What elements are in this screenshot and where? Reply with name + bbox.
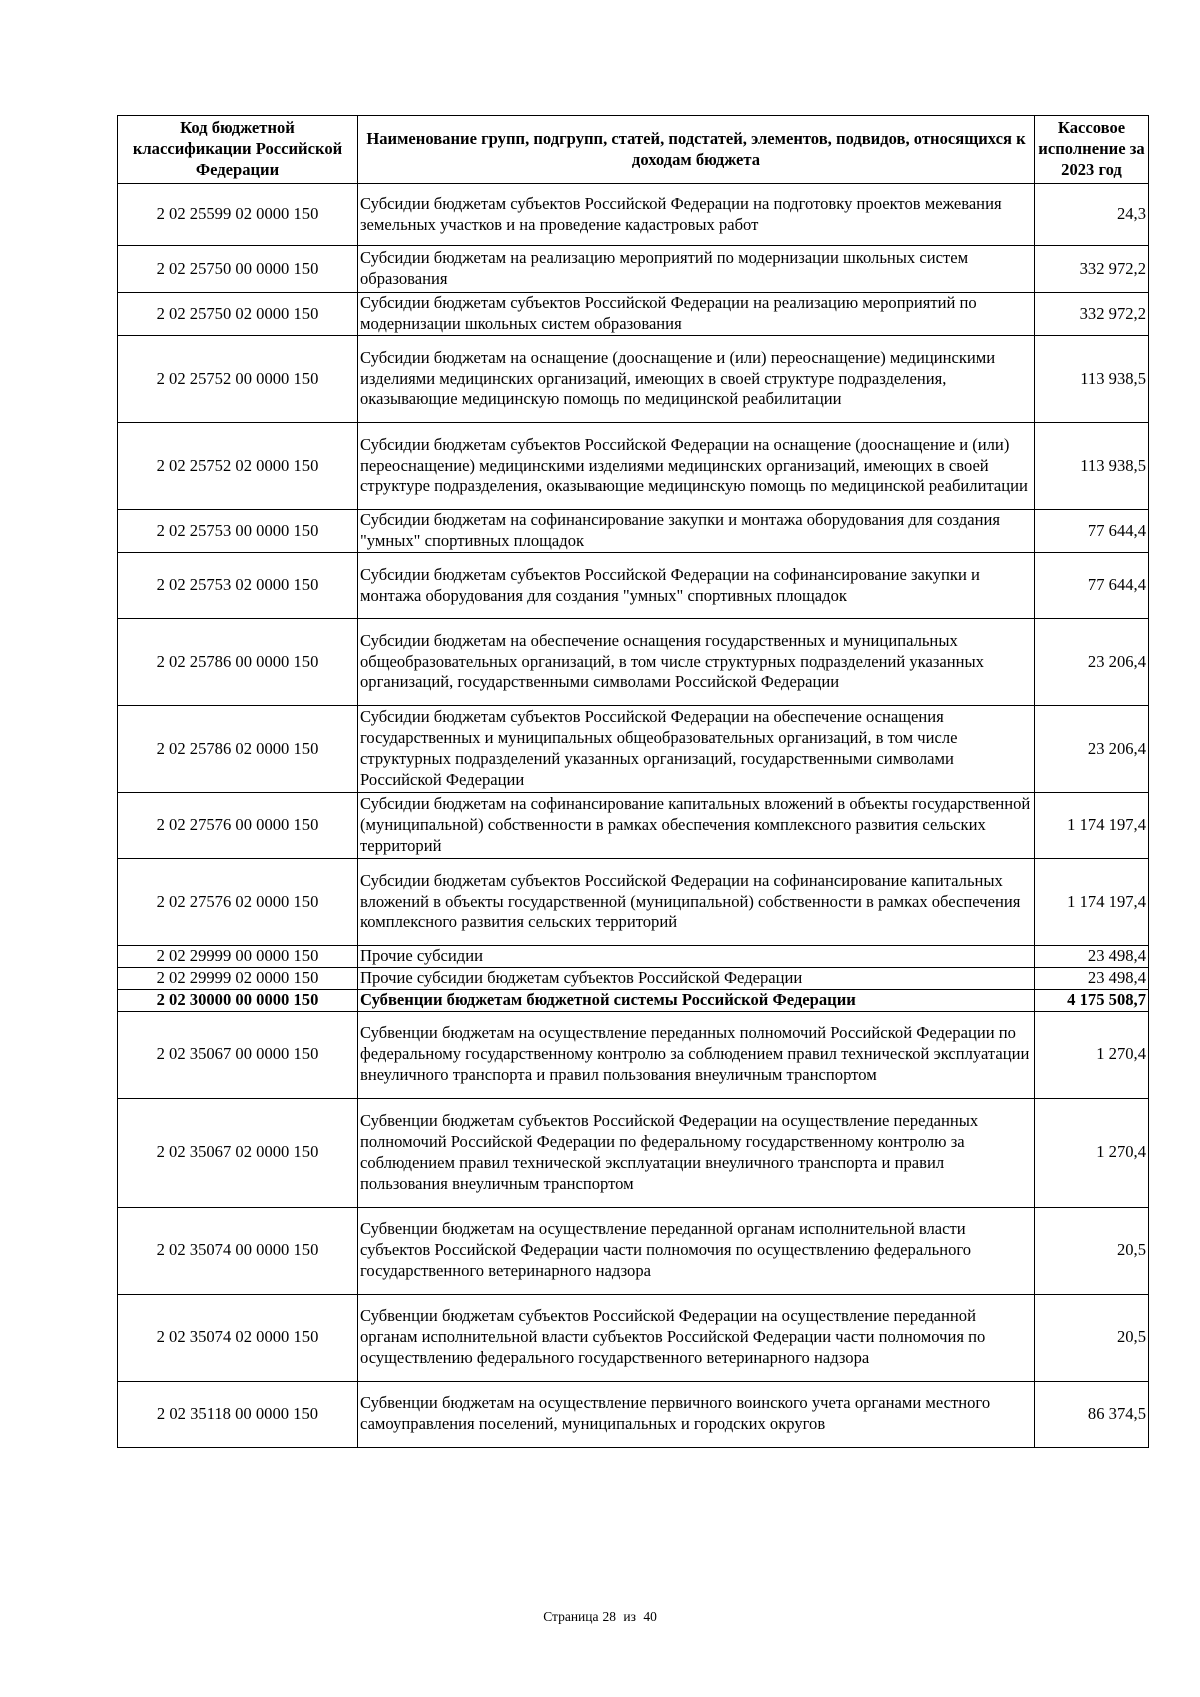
table-row [118, 946, 1149, 968]
budget-revenue-table [117, 115, 1149, 1448]
row-name-cell: Субвенции бюджетам субъектов Российской Федерации на осуществление переданной органам исполнительной власти субъектов Российской Федерации части полномочия по осуществлению федерального государственного ветеринарного надзора [358, 1294, 1035, 1381]
row-amount-cell: 77 644,4 [1035, 553, 1149, 619]
row-name-cell: Субвенции бюджетам на осуществление переданной органам исполнительной власти субъектов Российской Федерации части полномочия по осуществлению федерального государственного ветеринарного надзора [358, 1207, 1035, 1294]
row-amount-cell: 1 174 197,4 [1035, 793, 1149, 859]
row-amount-cell: 332 972,2 [1035, 293, 1149, 336]
row-amount-cell: 86 374,5 [1035, 1381, 1149, 1447]
row-amount-cell: 23 206,4 [1035, 706, 1149, 793]
row-code-cell: 2 02 27576 00 0000 150 [118, 793, 358, 859]
row-amount-cell: 1 270,4 [1035, 1098, 1149, 1207]
table-row [118, 1294, 1149, 1381]
row-code-cell: 2 02 25753 02 0000 150 [118, 553, 358, 619]
row-amount-cell: 23 206,4 [1035, 619, 1149, 706]
row-code-cell: 2 02 29999 00 0000 150 [118, 946, 358, 968]
row-name-cell: Субсидии бюджетам субъектов Российской Федерации на софинансирование закупки и монтажа оборудования для создания "умных" спортивных площадок [358, 553, 1035, 619]
row-amount-cell: 23 498,4 [1035, 967, 1149, 989]
row-code-cell: 2 02 35067 00 0000 150 [118, 1011, 358, 1098]
table-row [118, 246, 1149, 293]
table-row [118, 793, 1149, 859]
table-row [118, 619, 1149, 706]
page-current: 28 [602, 1609, 616, 1624]
row-amount-cell: 24,3 [1035, 184, 1149, 246]
row-name-cell: Субсидии бюджетам субъектов Российской Федерации на подготовку проектов межевания земельных участков и на проведение кадастровых работ [358, 184, 1035, 246]
row-name-cell: Прочие субсидии бюджетам субъектов Российской Федерации [358, 967, 1035, 989]
row-name-cell: Субсидии бюджетам субъектов Российской Федерации на обеспечение оснащения государственных и муниципальных общеобразовательных организаций, в том числе структурных подразделений указанных организаций, государственными символами Российской Федерации [358, 706, 1035, 793]
row-code-cell: 2 02 25786 02 0000 150 [118, 706, 358, 793]
header-code: Код бюджетной классификации Российской Федерации [118, 116, 358, 184]
row-amount-cell: 1 174 197,4 [1035, 859, 1149, 946]
row-code-cell: 2 02 35074 00 0000 150 [118, 1207, 358, 1294]
row-name-cell: Субсидии бюджетам на обеспечение оснащения государственных и муниципальных общеобразовательных организаций, в том числе структурных подразделений указанных организаций, государственными символами Российской Федерации [358, 619, 1035, 706]
row-name-cell: Субсидии бюджетам на оснащение (дооснащение и (или) переоснащение) медицинскими изделиями медицинских организаций, имеющих в своей структуре подразделения, оказывающие медицинскую помощь по медицинской реабилитации [358, 336, 1035, 423]
row-amount-cell: 23 498,4 [1035, 946, 1149, 968]
row-amount-cell: 20,5 [1035, 1294, 1149, 1381]
row-name-cell: Субсидии бюджетам на софинансирование капитальных вложений в объекты государственной (муниципальной) собственности в рамках обеспечения комплексного развития сельских территорий [358, 793, 1035, 859]
table-row [118, 859, 1149, 946]
header-name: Наименование групп, подгрупп, статей, подстатей, элементов, подвидов, относящихся к доходам бюджета [358, 116, 1035, 184]
row-code-cell: 2 02 35074 02 0000 150 [118, 1294, 358, 1381]
row-name-cell: Субвенции бюджетам на осуществление переданных полномочий Российской Федерации по федеральному государственному контролю за соблюдением правил технической эксплуатации внеуличного транспорта и правил пользования внеуличным транспортом [358, 1011, 1035, 1098]
page-label: Страница [543, 1609, 599, 1624]
table-row [118, 423, 1149, 510]
row-amount-cell: 4 175 508,7 [1035, 989, 1149, 1011]
row-name-cell: Субсидии бюджетам субъектов Российской Федерации на софинансирование капитальных вложений в объекты государственной (муниципальной) собственности в рамках обеспечения комплексного развития сельских территорий [358, 859, 1035, 946]
row-name-cell: Субсидии бюджетам субъектов Российской Федерации на реализацию мероприятий по модернизации школьных систем образования [358, 293, 1035, 336]
row-code-cell: 2 02 25786 00 0000 150 [118, 619, 358, 706]
row-name-cell: Прочие субсидии [358, 946, 1035, 968]
row-code-cell: 2 02 27576 02 0000 150 [118, 859, 358, 946]
table-body [118, 184, 1149, 1448]
table-row [118, 1381, 1149, 1447]
page-separator: из [623, 1609, 636, 1624]
table-row [118, 1207, 1149, 1294]
table-row [118, 293, 1149, 336]
row-amount-cell: 1 270,4 [1035, 1011, 1149, 1098]
row-code-cell: 2 02 25753 00 0000 150 [118, 510, 358, 553]
table-row [118, 706, 1149, 793]
row-code-cell: 2 02 30000 00 0000 150 [118, 989, 358, 1011]
row-amount-cell: 77 644,4 [1035, 510, 1149, 553]
table-row [118, 1098, 1149, 1207]
row-amount-cell: 113 938,5 [1035, 336, 1149, 423]
table-row [118, 967, 1149, 989]
row-code-cell: 2 02 29999 02 0000 150 [118, 967, 358, 989]
row-amount-cell: 20,5 [1035, 1207, 1149, 1294]
row-name-cell: Субсидии бюджетам субъектов Российской Федерации на оснащение (дооснащение и (или) переоснащение) медицинскими изделиями медицинских организаций, имеющих в своей структуре подразделения, оказывающие медицинскую помощь по медицинской реабилитации [358, 423, 1035, 510]
table-row [118, 510, 1149, 553]
row-name-cell: Субсидии бюджетам на софинансирование закупки и монтажа оборудования для создания "умных" спортивных площадок [358, 510, 1035, 553]
row-code-cell: 2 02 35118 00 0000 150 [118, 1381, 358, 1447]
row-name-cell: Субвенции бюджетам бюджетной системы Российской Федерации [358, 989, 1035, 1011]
table-row [118, 989, 1149, 1011]
row-code-cell: 2 02 25750 02 0000 150 [118, 293, 358, 336]
row-name-cell: Субвенции бюджетам на осуществление первичного воинского учета органами местного самоуправления поселений, муниципальных и городских округов [358, 1381, 1035, 1447]
table-row [118, 1011, 1149, 1098]
row-name-cell: Субсидии бюджетам на реализацию мероприятий по модернизации школьных систем образования [358, 246, 1035, 293]
row-code-cell: 2 02 25750 00 0000 150 [118, 246, 358, 293]
row-code-cell: 2 02 35067 02 0000 150 [118, 1098, 358, 1207]
row-code-cell: 2 02 25752 00 0000 150 [118, 336, 358, 423]
table-row [118, 553, 1149, 619]
table-header-row [118, 116, 1149, 184]
table-row [118, 184, 1149, 246]
page-footer [0, 1609, 1200, 1625]
row-amount-cell: 113 938,5 [1035, 423, 1149, 510]
row-code-cell: 2 02 25752 02 0000 150 [118, 423, 358, 510]
row-name-cell: Субвенции бюджетам субъектов Российской Федерации на осуществление переданных полномочий Российской Федерации по федеральному государственному контролю за соблюдением правил технической эксплуатации внеуличного транспорта и правил пользования внеуличным транспортом [358, 1098, 1035, 1207]
header-amount: Кассовое исполнение за 2023 год [1035, 116, 1149, 184]
row-amount-cell: 332 972,2 [1035, 246, 1149, 293]
table-row [118, 336, 1149, 423]
row-code-cell: 2 02 25599 02 0000 150 [118, 184, 358, 246]
page-total: 40 [643, 1609, 657, 1624]
